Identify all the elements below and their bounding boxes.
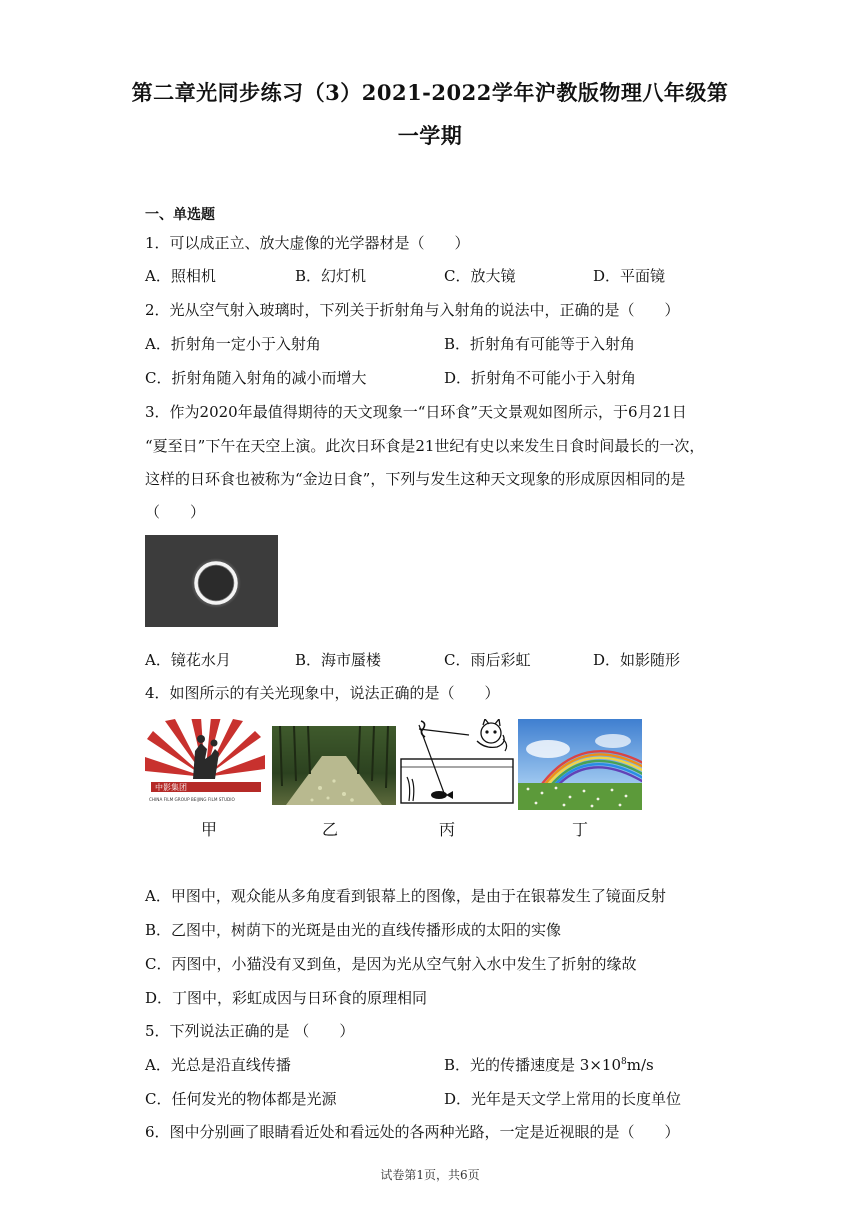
doc-title-line2: 一学期 xyxy=(397,123,463,148)
q1-stem: 1．可以成正立、放大虚像的光学器材是（ ） xyxy=(145,234,470,252)
caption-jia: 甲 xyxy=(201,820,218,839)
q5-stem: 5．下列说法正确的是 （ ） xyxy=(145,1022,355,1040)
q4-stem: 4．如图所示的有关光现象中，说法正确的是（ ） xyxy=(145,684,500,702)
q5-option-c: C．任何发光的物体都是光源 xyxy=(145,1090,337,1108)
q3-option-d: D．如影随形 xyxy=(593,651,681,669)
image-jia-film-logo xyxy=(145,719,266,805)
q5-speed-exponent: 8 xyxy=(621,1057,627,1067)
q3-option-a: A．镜花水月 xyxy=(145,651,231,669)
q1-option-a: A．照相机 xyxy=(145,267,216,285)
logo-en-text: CHINA FILM GROUP BEIJING FILM STUDIO xyxy=(149,797,235,802)
image-bing-cat-fish xyxy=(399,719,515,805)
q3-stem-line3: 这样的日环食也被称为“金边日食”，下列与发生这种天文现象的形成原因相同的是 xyxy=(145,470,686,488)
q6-stem: 6．图中分别画了眼睛看近处和看远处的各两种光路，一定是近视眼的是（ ） xyxy=(145,1123,680,1141)
caption-ding: 丁 xyxy=(572,820,589,839)
q4-option-c: C．丙图中，小猫没有叉到鱼，是因为光从空气射入水中发生了折射的缘故 xyxy=(145,955,637,973)
q5-option-d: D．光年是天文学上常用的长度单位 xyxy=(444,1090,682,1108)
q4-option-d: D．丁图中，彩虹成因与日环食的原理相同 xyxy=(145,989,428,1007)
q5-speed-unit: m/s xyxy=(626,1056,654,1074)
q3-stem-line2: “夏至日”下午在天空上演。此次日环食是21世纪有史以来发生日食时间最长的一次， xyxy=(145,437,705,455)
q4-option-a: A．甲图中，观众能从多角度看到银幕上的图像，是由于在银幕发生了镜面反射 xyxy=(145,887,666,905)
q3-option-c: C．雨后彩虹 xyxy=(444,651,531,669)
section-heading: 一、单选题 xyxy=(145,207,215,223)
q2-option-c: C．折射角随入射角的减小而增大 xyxy=(145,369,367,387)
q2-stem: 2．光从空气射入玻璃时，下列关于折射角与入射角的说法中，正确的是（ ） xyxy=(145,301,680,319)
q1-option-c: C．放大镜 xyxy=(444,267,516,285)
eclipse-image xyxy=(145,535,278,627)
q4-option-b: B．乙图中，树荫下的光斑是由光的直线传播形成的太阳的实像 xyxy=(145,921,562,939)
page-footer: 试卷第1页，共6页 xyxy=(380,1168,480,1182)
q1-option-b: B．幻灯机 xyxy=(295,267,367,285)
doc-title-line1: 第二章光同步练习（3）2021-2022学年沪教版物理八年级第 xyxy=(131,80,729,105)
q2-option-d: D．折射角不可能小于入射角 xyxy=(444,369,637,387)
image-ding-rainbow xyxy=(518,719,642,810)
caption-yi: 乙 xyxy=(322,820,339,839)
annular-eclipse-icon xyxy=(145,535,278,627)
q5-option-b-text: B．光的传播速度是 3×10 xyxy=(444,1056,621,1074)
image-yi-forest-path xyxy=(272,726,396,805)
q3-option-b: B．海市蜃楼 xyxy=(295,651,382,669)
q5-option-a: A．光总是沿直线传播 xyxy=(145,1056,291,1074)
caption-bing: 丙 xyxy=(439,820,456,839)
logo-cn-text: 中影集团 xyxy=(155,783,187,792)
q3-stem-line4: （ ） xyxy=(145,503,206,521)
q5-option-b xyxy=(444,1054,654,1075)
q2-option-b: B．折射角有可能等于入射角 xyxy=(444,335,636,353)
q1-option-d: D．平面镜 xyxy=(593,267,666,285)
q2-option-a: A．折射角一定小于入射角 xyxy=(145,335,321,353)
q3-stem-line1: 3．作为2020年最值得期待的天文现象一“日环食”天文景观如图所示，于6月21日 xyxy=(145,403,687,421)
